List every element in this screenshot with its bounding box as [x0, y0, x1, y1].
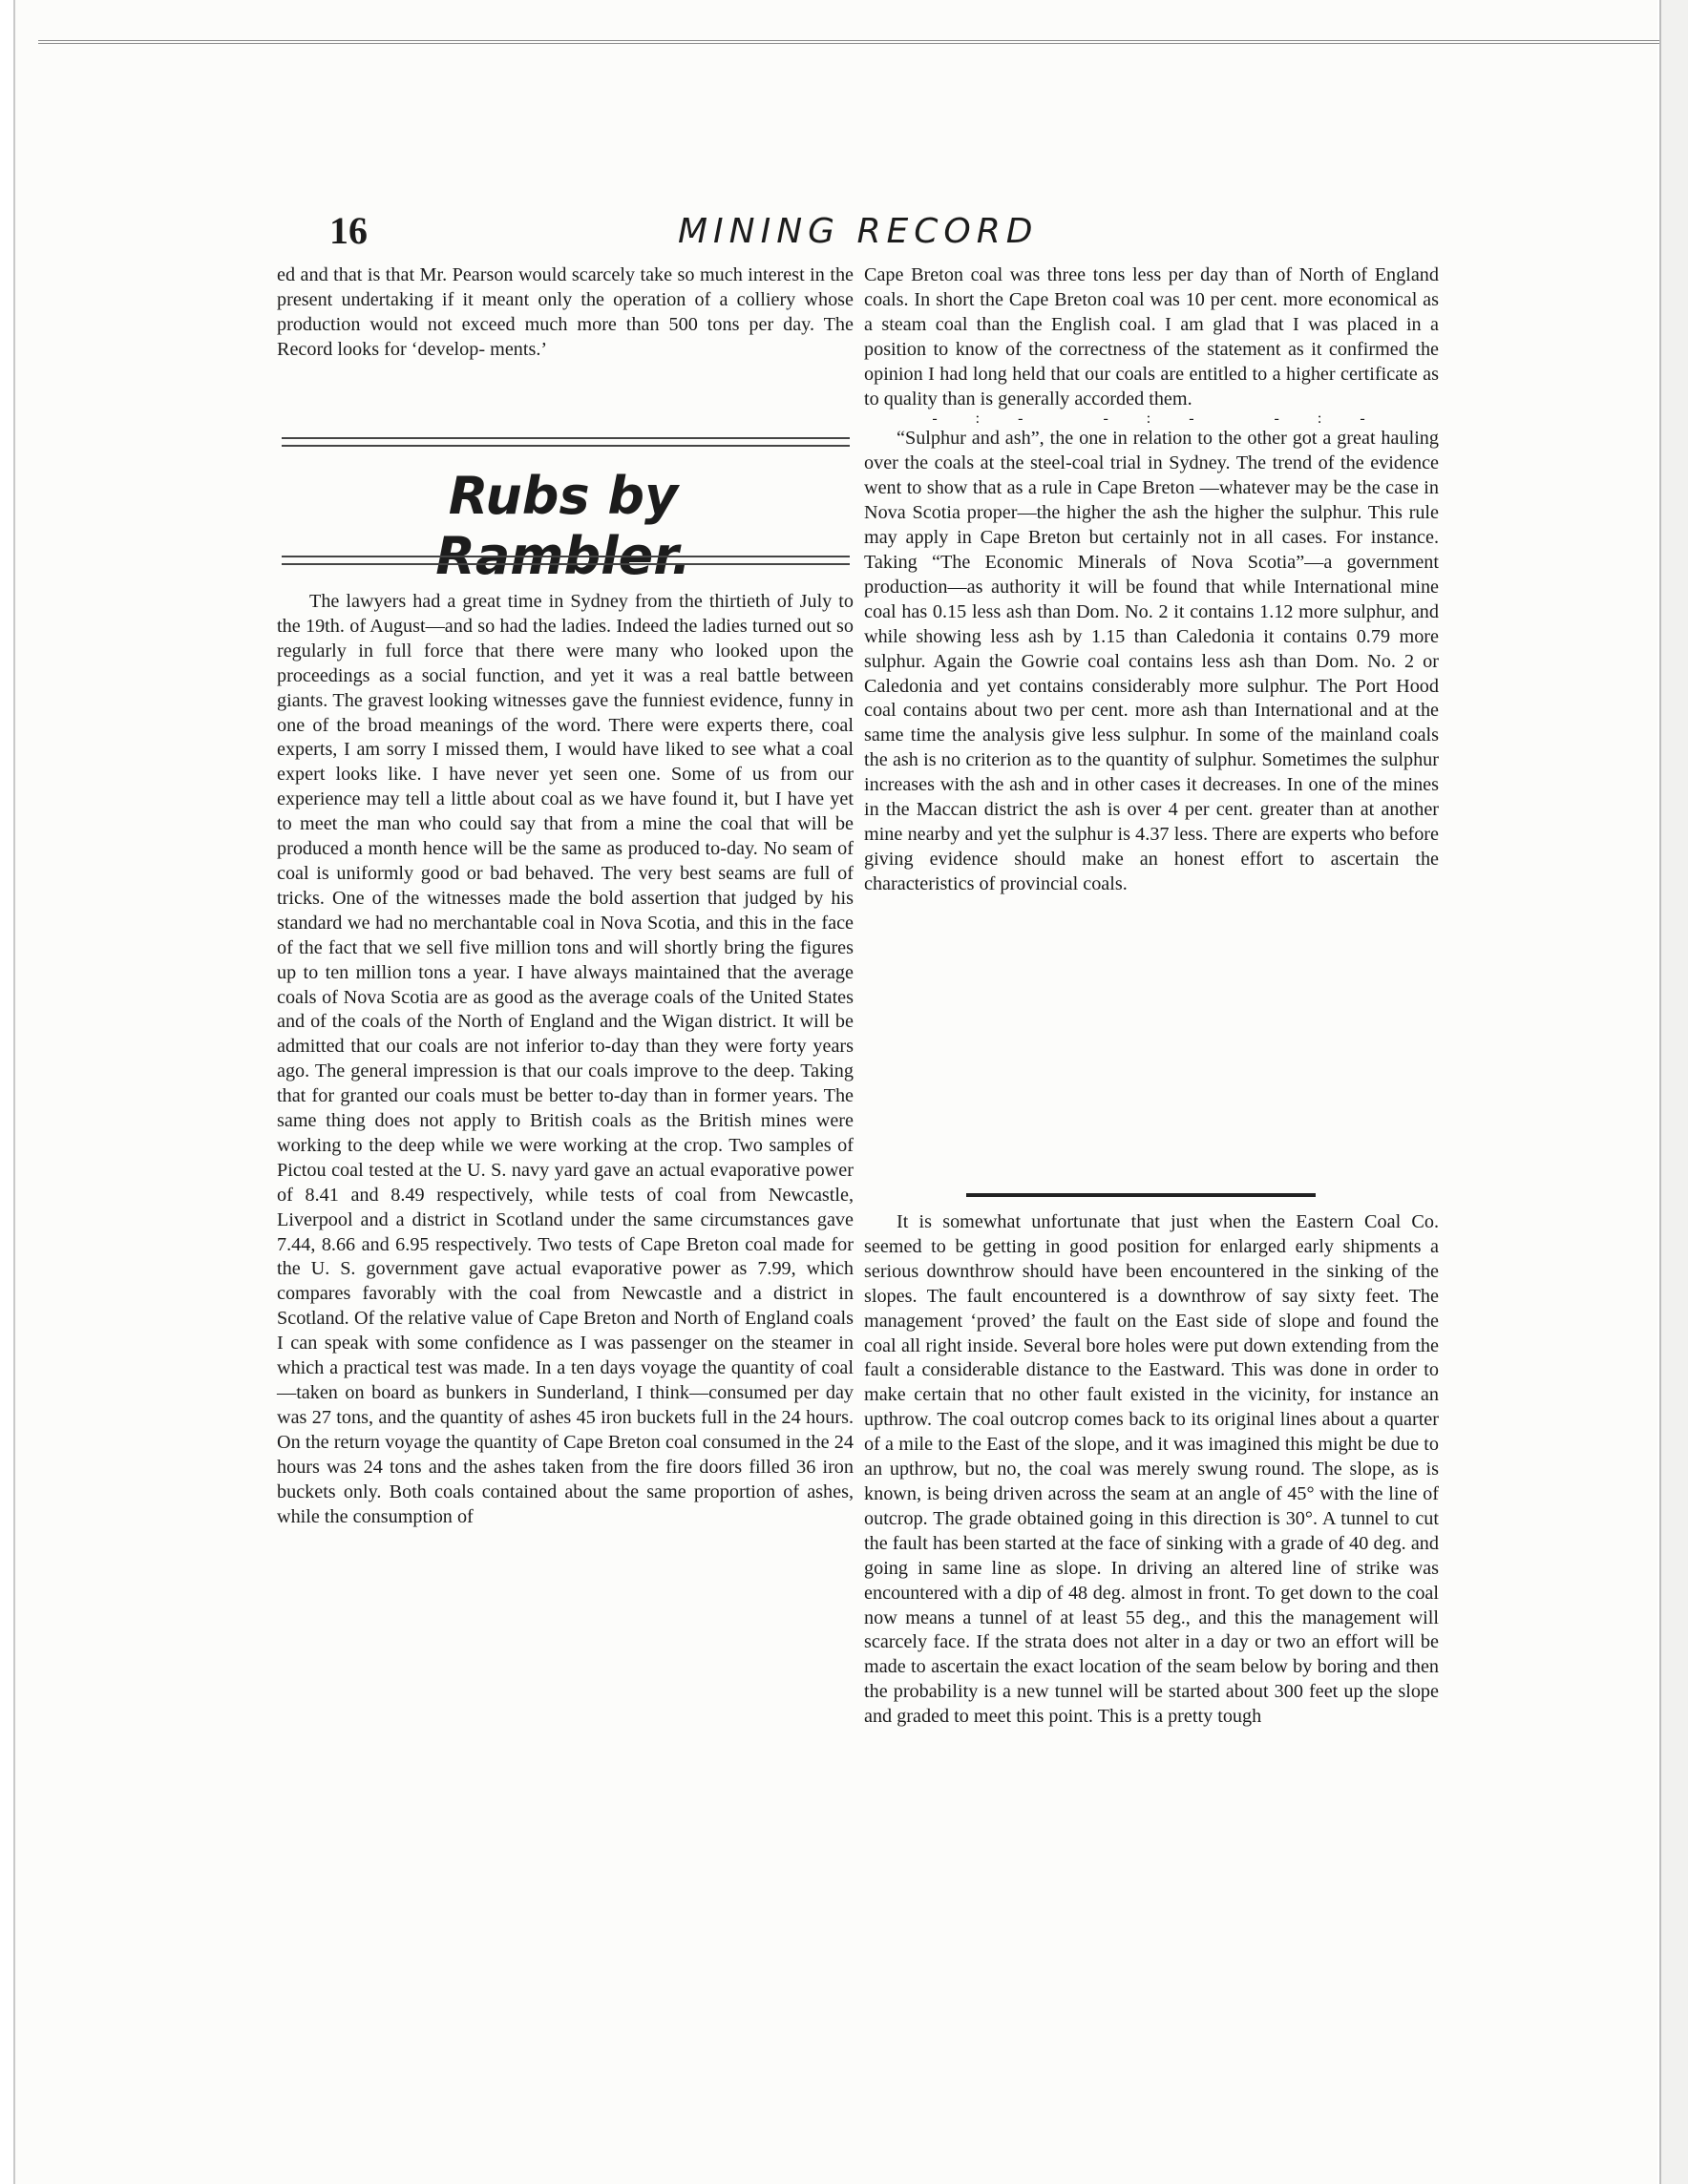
page-top-edge — [38, 0, 1661, 44]
paragraph: Cape Breton coal was three tons less per day than of North of England coals. In short the Cape Breton coal was 10 per cent. more economical as a steam coal than the English coal. I am glad that I was placed in a position to know of the correctness of the statement as it confirmed the opinion I had long held that our coals are entitled to a higher certificate as to quality than is generally accorded them. — [864, 264, 1439, 410]
paragraph: “Sulphur and ash”, the one in relation to the other got a great hauling over the coals at the steel-coal trial in Sydney. The trend of the evidence went to show that as a rule in Cape Breton —whatever may be the case in Nova Scotia proper—the higher the ash the higher the sulphur. This rule may apply in Cape Breton but certainly not in all cases. For instance. Taking “The Economic Minerals of Nova Scotia”—a government production—as authority it will be found that while International mine coal has 0.15 less ash than Dom. No. 2 it contains 1.12 more sulphur, and while showing less ash by 1.15 than Caledonia it contains 0.79 more sulphur. Again the Gowrie coal contains less ash than Dom. No. 2 or Caledonia and yet contains considerably more sulphur. The Port Hood coal contains about two per cent. more ash than International and at the same time the analysis give less sulphur. In some of the mainland coals the ash is no criterion as to the quantity of sulphur. Sometimes the sulphur increases with the ash and in other cases it decreases. In one of the mines in the Maccan district the ash is over 4 per cent. greater than at another mine nearby and yet the sulphur is 4.37 less. There are experts who before giving evidence should make an honest effort to ascertain the characteristics of provincial coals. — [864, 428, 1439, 894]
left-column-continued-article — [277, 263, 854, 363]
right-column-article — [864, 263, 1439, 897]
page-number: 16 — [329, 209, 368, 252]
article-separator-rule — [966, 1193, 1316, 1197]
running-title: MINING RECORD — [678, 212, 1039, 251]
section-title: Rubs by Rambler. — [435, 466, 691, 586]
section-dinkus: -:- -:- -:- — [932, 410, 1403, 428]
right-column-coal-company-article — [864, 1210, 1439, 1730]
paragraph: ed and that is that Mr. Pearson would scarcely take so much interest in the present undertaking if it meant only the operation of a colliery whose production would not exceed much more than 500 tons per day. The Record looks for ‘develop- ments.’ — [277, 264, 854, 360]
page-header — [329, 208, 1399, 254]
section-rule-top — [282, 437, 850, 447]
paragraph: It is somewhat unfortunate that just when the Eastern Coal Co. seemed to be getting in good position for enlarged early shipments a serious downthrow should have been encountered in the sinking of the slopes. The fault encountered is a downthrow of say sixty feet. The management ‘proved’ the fault on the East side of slope and found the coal all right inside. Several bore holes were put down extending from the fault a considerable distance to the Eastward. This was done in order to make certain that no other fault existed in the vicinity, for instance an upthrow. The coal outcrop comes back to its original lines about a quarter of a mile to the East of the slope, and it was imagined this might be due to an upthrow, but no, the coal was merely swung round. The slope, as is known, is being driven across the seam at an angle of 45° with the line of outcrop. The grade obtained going in this direction is 30°. A tunnel to cut the fault has been started at the face of sinking with a grade of 40 deg. and going in same line as slope. In driving an altered line of strike was encountered with a dip of 48 deg. almost in front. To get down to the coal now means a tunnel of at least 55 deg., and this the management will scarcely face. If the strata does not alter in a day or two an effort will be made to ascertain the exact location of the seam below by boring and then the probability is a new tunnel will be started about 300 feet up the slope and graded to meet this point. This is a pretty tough — [864, 1211, 1439, 1728]
paragraph: The lawyers had a great time in Sydney from the thirtieth of July to the 19th. of August—and so had the ladies. Indeed the ladies turned out so regularly in full force that there were many who looked upon the proceedings as a social function, and yet it was a real battle between giants. The gravest looking witnesses gave the funniest evidence, funny in one of the broad meanings of the word. There were experts there, coal experts, I am sorry I missed them, I would have liked to see what a coal expert looks like. I have never yet seen one. Some of us from our experience may tell a little about coal as we have found it, but I have yet to meet the man who could say that from a mine the coal that will be produced a month hence will be the same as produced to-day. No seam of coal is uniformly good or bad behaved. The very best seams are full of tricks. One of the witnesses made the bold assertion that judged by his standard we had no merchantable coal in Nova Scotia, and this in the face of the fact that we sell five million tons and will shortly bring the figures up to ten million tons a year. I have always maintained that the average coals of Nova Scotia are as good as the average coals of the United States and of the coals of the North of England and the Wigan district. It will be admitted that our coals are not inferior to-day than they were forty years ago. The general impression is that our coals improve to the deep. Taking that for granted our coals must be better to-day than in former years. The same thing does not apply to British coals as the British mines were working to the deep while we were working at the crop. Two samples of Pictou coal tested at the U. S. navy yard gave an actual evaporative power of 8.41 and 8.49 respectively, while tests of coal from Newcastle, Liverpool and a district in Scotland under the same circumstances gave 7.44, 8.66 and 6.95 respectively. Two tests of Cape Breton coal made for the U. S. government gave actual evaporative power as 7.99, which compares favorably with the coal from Newcastle and a district in Scotland. Of the relative value of Cape Breton and North of England coals I can speak with some confidence as I was passenger on the steamer in which a practical test was made. In a ten days voyage the quantity of coal—taken on board as bunkers in Sunderland, I think—consumed per day was 27 tons, and the quantity of ashes 45 iron buckets full in the 24 hours. On the return voyage the quantity of Cape Breton coal consumed in the 24 hours was 24 tons and the ashes taken from the fire doors filled 36 iron buckets only. Both coals contained about the same proportion of ashes, while the consumption of — [277, 591, 854, 1527]
section-rule-bottom — [282, 556, 850, 565]
page-gutter — [1659, 0, 1688, 2184]
left-column-article-body — [277, 590, 854, 1529]
